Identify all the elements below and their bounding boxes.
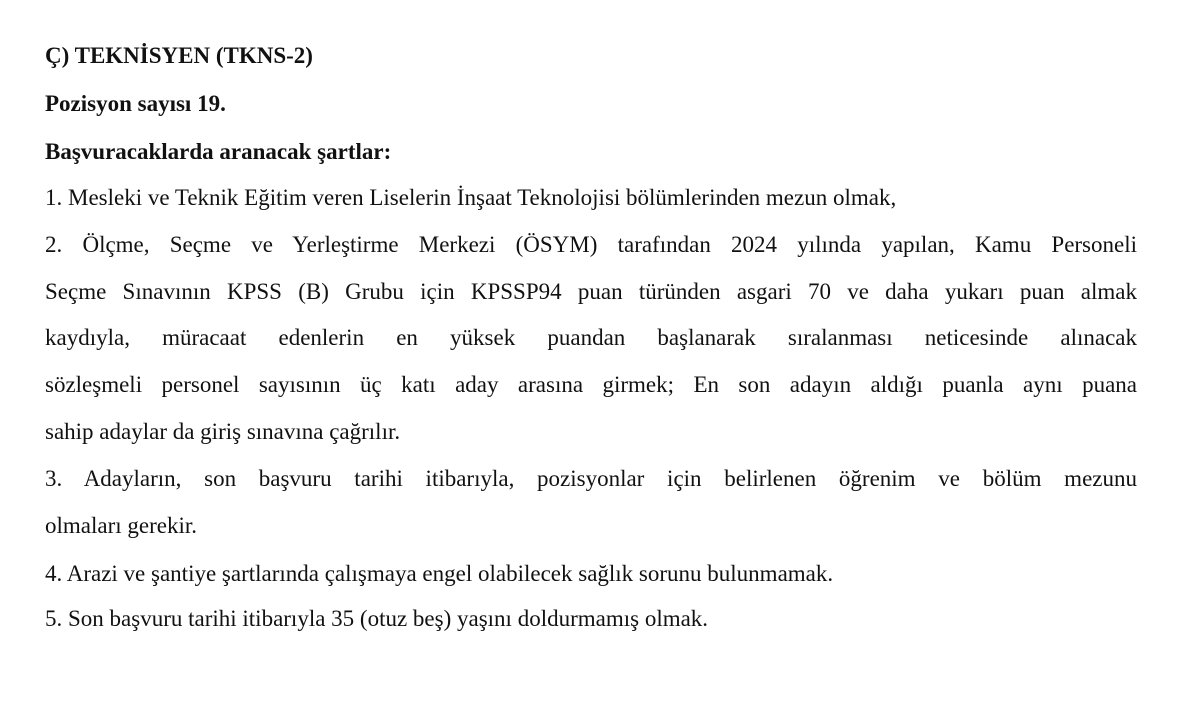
requirement-item-1: 1. Mesleki ve Teknik Eğitim veren Liselerin İnşaat Teknolojisi bölümlerinden mezun olmak, bbox=[45, 185, 897, 210]
requirement-item-3-line-2: olmaları gerekir. bbox=[45, 513, 197, 538]
requirement-item-2-line-4: sözleşmeli personel sayısının üç katı aday arasına girmek; En son adayın aldığı puanla aynı puana bbox=[45, 372, 1137, 397]
requirement-item-5: 5. Son başvuru tarihi itibarıyla 35 (otuz beş) yaşını doldurmamış olmak. bbox=[45, 606, 709, 631]
requirement-item-3-line-1: 3. Adayların, son başvuru tarihi itibarıyla, pozisyonlar için belirlenen öğrenim ve bölüm mezunu bbox=[45, 466, 1137, 491]
requirement-item-2-line-1: 2. Ölçme, Seçme ve Yerleştirme Merkezi (ÖSYM) tarafından 2024 yılında yapılan, Kamu Personeli bbox=[45, 232, 1137, 257]
requirement-item-2-line-5: sahip adaylar da giriş sınavına çağrılır. bbox=[45, 419, 401, 444]
requirement-item-2-line-3: kaydıyla, müracaat edenlerin en yüksek puandan başlanarak sıralanması neticesinde alınacak bbox=[45, 325, 1137, 350]
section-title: Ç) TEKNİSYEN (TKNS-2) bbox=[45, 43, 313, 68]
requirements-heading: Başvuracaklarda aranacak şartlar: bbox=[45, 139, 392, 164]
position-count: Pozisyon sayısı 19. bbox=[45, 91, 226, 116]
requirement-item-4: 4. Arazi ve şantiye şartlarında çalışmaya engel olabilecek sağlık sorunu bulunmamak. bbox=[45, 561, 834, 586]
requirement-item-2-line-2: Seçme Sınavının KPSS (B) Grubu için KPSSP94 puan türünden asgari 70 ve daha yukarı puan almak bbox=[45, 279, 1137, 304]
